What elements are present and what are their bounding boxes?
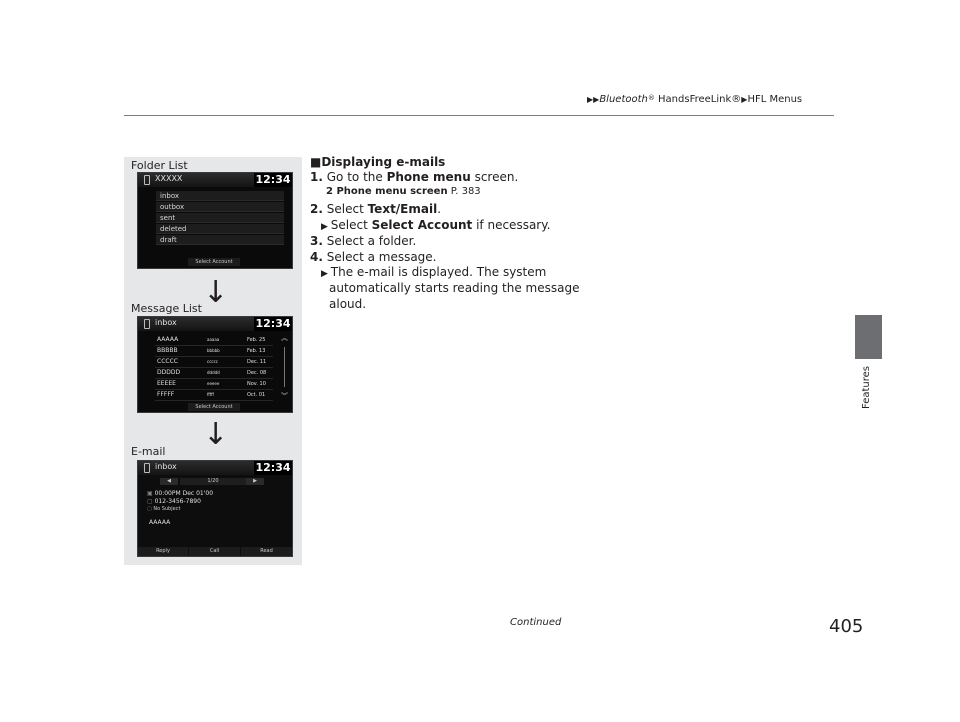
- scrollbar[interactable]: [281, 329, 289, 399]
- cross-reference[interactable]: 2 Phone menu screen P. 383: [326, 186, 481, 197]
- message-list-screen: [137, 316, 293, 413]
- reply-button[interactable]: Reply: [138, 547, 188, 556]
- section-tab: [855, 315, 882, 359]
- folder-item-sent[interactable]: sent: [156, 213, 284, 223]
- folder-item-deleted[interactable]: deleted: [156, 224, 284, 234]
- message-list-label: Message List: [131, 302, 202, 315]
- folder-item-inbox[interactable]: inbox: [156, 191, 284, 201]
- breadcrumb-handsfreelink: HandsFreeLink®: [654, 94, 742, 105]
- triangle-right-icon: ▶: [321, 222, 331, 232]
- continued-label: Continued: [510, 617, 562, 628]
- pager: 1/20: [180, 478, 246, 485]
- previous-button[interactable]: ◀: [160, 478, 178, 485]
- screen-title: inbox: [155, 462, 177, 471]
- email-number: ▢ 012-3456-7890: [147, 498, 201, 505]
- step-2: 2. Select Text/Email.: [310, 202, 442, 216]
- triangle-right-icon: ▶▶: [587, 95, 600, 104]
- phone-icon: [144, 463, 150, 473]
- email-subject: ▢ No Subject: [147, 506, 181, 512]
- call-button[interactable]: Call: [189, 547, 240, 556]
- section-label: Features: [861, 366, 872, 409]
- clock: 12:34: [255, 461, 291, 474]
- square-bullet-icon: ■: [310, 155, 322, 169]
- folder-list-label: Folder List: [131, 159, 188, 172]
- breadcrumb-hfl-menus: HFL Menus: [747, 94, 803, 105]
- message-row[interactable]: CCCCC ccccc Dec. 11: [155, 357, 273, 368]
- screen-title: XXXXX: [155, 174, 183, 183]
- clock: 12:34: [255, 173, 291, 186]
- triangle-right-icon: ▶: [321, 269, 331, 279]
- message-row[interactable]: BBBBB bbbbb Feb. 13: [155, 346, 273, 357]
- clock: 12:34: [255, 317, 291, 330]
- down-arrow-icon: ↓: [203, 417, 229, 452]
- triangle-right-icon: ▶: [741, 95, 748, 104]
- breadcrumb: [587, 94, 802, 105]
- step-4-sub: ▶ The e-mail is displayed. The system: [321, 265, 547, 279]
- page-number: 405: [829, 616, 864, 637]
- reference-icon: 2: [326, 186, 337, 197]
- registered-mark: ®: [647, 94, 655, 102]
- message-row[interactable]: FFFFF fffff Oct. 01: [155, 390, 273, 401]
- step-4-sub-line-3: aloud.: [329, 297, 367, 311]
- message-row[interactable]: DDDDD ddddd Dec. 08: [155, 368, 273, 379]
- folder-item-outbox[interactable]: outbox: [156, 202, 284, 212]
- folder-list-screen: [137, 172, 293, 269]
- double-chevron-down-icon[interactable]: ︾: [281, 392, 288, 400]
- folder-item-draft[interactable]: draft: [156, 235, 284, 245]
- email-label: E-mail: [131, 445, 166, 458]
- step-4: 4. Select a message.: [310, 250, 437, 264]
- email-time: ▣ 00:00PM Dec 01'00: [147, 490, 214, 497]
- phone-icon: [144, 319, 150, 329]
- phone-number-icon: ▢: [147, 498, 155, 505]
- step-4-sub-line-2: automatically starts reading the message: [329, 281, 580, 295]
- double-chevron-up-icon[interactable]: ︽: [281, 334, 288, 342]
- select-account-button[interactable]: Select Account: [188, 258, 240, 266]
- message-row[interactable]: EEEEE eeeee Nov. 10: [155, 379, 273, 390]
- message-row[interactable]: AAAAA aaaaa Feb. 25: [155, 335, 273, 346]
- screen-title: inbox: [155, 318, 177, 327]
- breadcrumb-bluetooth: Bluetooth: [599, 94, 648, 105]
- step-3: 3. Select a folder.: [310, 234, 417, 248]
- email-screen: [137, 460, 293, 557]
- step-1: 1. Go to the Phone menu screen.: [310, 170, 519, 184]
- down-arrow-icon: ↓: [203, 275, 229, 310]
- header-rule: [124, 115, 834, 116]
- email-body: AAAAA: [149, 519, 171, 526]
- scroll-track: [284, 347, 285, 387]
- step-2-sub: ▶ Select Select Account if necessary.: [321, 218, 551, 232]
- read-button[interactable]: Read: [241, 547, 292, 556]
- subject-icon: ▢: [147, 506, 154, 512]
- next-button[interactable]: ▶: [246, 478, 264, 485]
- select-account-button[interactable]: Select Account: [188, 403, 240, 411]
- phone-icon: [144, 175, 150, 185]
- section-heading: ■Displaying e-mails: [310, 155, 446, 169]
- clock-icon: ▣: [147, 490, 155, 497]
